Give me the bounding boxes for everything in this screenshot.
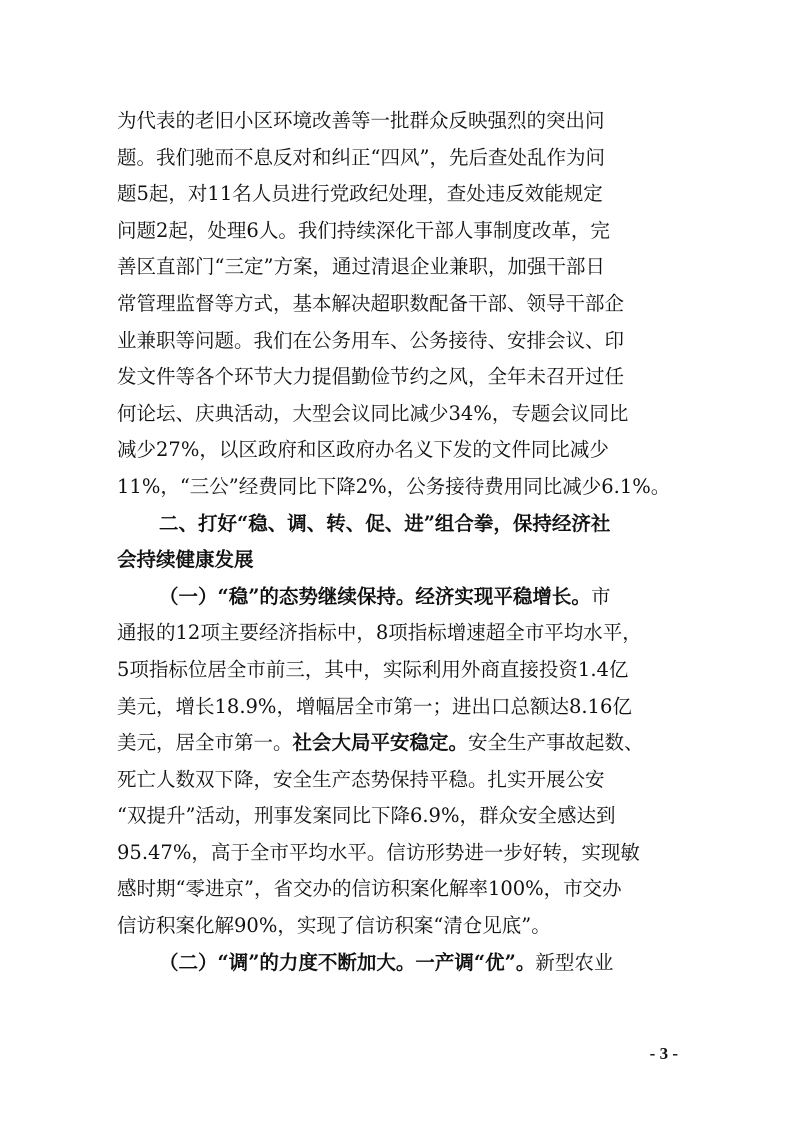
text-fragment: 安全生产事故起数、 — [468, 731, 644, 755]
text-line: 5项指标位居全市前三，其中，实际利用外商直接投资1.4亿 — [117, 657, 629, 681]
text-line: 95.47%，高于全市平均水平。信访形势进一步好转，实现敏 — [117, 840, 640, 864]
text-line: 何论坛、庆典活动，大型会议同比减少34%，专题会议同比 — [117, 401, 629, 425]
text-line: “双提升”活动，刑事发案同比下降6.9%，群众安全感达到 — [117, 804, 616, 828]
subsection-heading-tail: 市 — [590, 584, 611, 608]
text-line: 信访积案化解90%，实现了信访积案“清仓见底”。 — [117, 914, 551, 938]
section-heading-continuation: 会持续健康发展 — [117, 548, 254, 572]
section-heading: 二、打好“稳、调、转、促、进”组合拳，保持经济社 — [159, 511, 611, 535]
text-line: 减少27%，以区政府和区政府办名义下发的文件同比减少 — [117, 438, 609, 462]
subsection-heading-tail: 新型农业 — [535, 950, 614, 974]
text-line: 感时期“零进京”，省交办的信访积案化解率100%，市交办 — [117, 877, 622, 901]
text-line: 善区直部门“三定”方案，通过清退企业兼职，加强干部日 — [117, 255, 605, 279]
text-line: 死亡人数双下降，安全生产态势保持平稳。扎实开展公安 — [117, 767, 605, 791]
text-fragment: 美元，居全市第一。 — [117, 731, 293, 755]
subsection-heading-line — [117, 579, 677, 616]
body-text — [117, 103, 677, 981]
text-line: 业兼职等问题。我们在公务用车、公务接待、安排会议、印 — [117, 328, 625, 352]
text-line: 常管理监督等方式，基本解决超职数配备干部、领导干部企 — [117, 291, 625, 315]
text-line: 11%，“三公”经费同比下降2%，公务接待费用同比减少6.1%。 — [117, 474, 671, 498]
subsection-heading-line — [117, 945, 677, 982]
bold-phrase: 社会大局平安稳定。 — [292, 731, 469, 755]
text-line: 问题2起，处理6人。我们持续深化干部人事制度改革，完 — [117, 218, 610, 242]
text-line: 美元，增长18.9%，增幅居全市第一；进出口总额达8.16亿 — [117, 694, 632, 718]
text-line: 题5起，对11名人员进行党政纪处理，查处违反效能规定 — [117, 182, 603, 206]
subsection-heading: （一）“稳”的态势继续保持。经济实现平稳增长。 — [159, 584, 591, 608]
page-number: - 3 - — [649, 1044, 678, 1063]
subsection-heading: （二）“调”的力度不断加大。一产调“优”。 — [159, 950, 536, 974]
text-line: 发文件等各个环节大力提倡勤俭节约之风，全年未召开过任 — [117, 365, 625, 389]
text-line-with-bold — [117, 725, 677, 762]
text-line: 通报的12项主要经济指标中，8项指标增速超全市平均水平， — [117, 621, 642, 645]
text-line: 题。我们驰而不息反对和纠正“四风”，先后查处乱作为问 — [117, 145, 605, 169]
text-line: 为代表的老旧小区环境改善等一批群众反映强烈的突出问 — [117, 109, 605, 132]
